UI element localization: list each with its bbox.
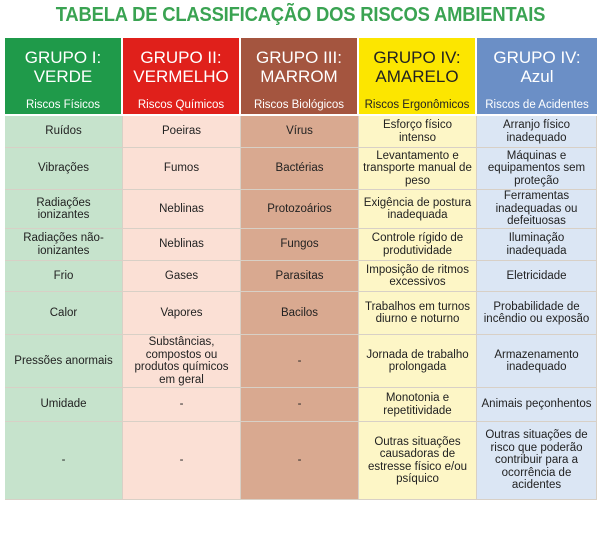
table-cell: Parasitas <box>241 261 359 292</box>
group-subtitle-verde: Riscos Físicos <box>5 96 123 116</box>
table-cell: Trabalhos em turnos diurno e noturno <box>359 292 477 335</box>
table-cell: Pressões anormais <box>5 335 123 388</box>
table-cell: Eletricidade <box>477 261 597 292</box>
table-cell: Iluminação inadequada <box>477 229 597 261</box>
group-subtitle-marrom: Riscos Biológicos <box>241 96 359 116</box>
table-cell: Bacilos <box>241 292 359 335</box>
table-cell: Arranjo físico inadequado <box>477 116 597 148</box>
group-header-line1: GRUPO II: <box>140 48 222 67</box>
group-header-line2: MARROM <box>260 67 338 86</box>
table-cell: - <box>5 422 123 500</box>
table-cell: Vapores <box>123 292 241 335</box>
table-cell: Jornada de trabalho prolongada <box>359 335 477 388</box>
table-cell: Probabilidade de incêndio ou exposão <box>477 292 597 335</box>
group-header-line2: AMARELO <box>375 67 459 86</box>
table-cell: Radiações ionizantes <box>5 190 123 229</box>
table-cell: Máquinas e equipamentos sem proteção <box>477 148 597 190</box>
table-cell: Ruídos <box>5 116 123 148</box>
table-cell: Umidade <box>5 388 123 422</box>
group-header-amarelo <box>359 38 477 96</box>
table-cell: Controle rígido de produtividade <box>359 229 477 261</box>
page-title: TABELA DE CLASSIFICAÇÃO DOS RISCOS AMBIENTAIS <box>55 4 546 26</box>
table-cell: Levantamento e transporte manual de peso <box>359 148 477 190</box>
group-header-line1: GRUPO IV: <box>373 48 461 67</box>
table-cell: Outras situações causadoras de estresse físico e/ou psíquico <box>359 422 477 500</box>
table-cell: Outras situações de risco que poderão contribuir para a ocorrência de acidentes <box>477 422 597 500</box>
table-cell: Monotonia e repetitividade <box>359 388 477 422</box>
table-cell: Poeiras <box>123 116 241 148</box>
table-cell: Armazenamento inadequado <box>477 335 597 388</box>
group-header-line2: VERDE <box>33 67 93 86</box>
table-cell: Frio <box>5 261 123 292</box>
group-subtitle-vermelho: Riscos Químicos <box>123 96 241 116</box>
group-header-line2: Azul <box>520 67 554 86</box>
table-cell: Animais peçonhentos <box>477 388 597 422</box>
table-cell: Calor <box>5 292 123 335</box>
table-cell: - <box>123 388 241 422</box>
table-cell: - <box>241 335 359 388</box>
table-cell: Neblinas <box>123 190 241 229</box>
group-header-verde <box>5 38 123 96</box>
group-header-vermelho <box>123 38 241 96</box>
table-cell: Radiações não-ionizantes <box>5 229 123 261</box>
table-cell: Protozoários <box>241 190 359 229</box>
group-subtitle-amarelo: Riscos Ergonômicos <box>359 96 477 116</box>
table-cell: Ferramentas inadequadas ou defeituosas <box>477 190 597 229</box>
group-header-line1: GRUPO IV: <box>493 48 581 67</box>
group-header-azul <box>477 38 597 96</box>
table-cell: Neblinas <box>123 229 241 261</box>
table-cell: Fumos <box>123 148 241 190</box>
group-subtitle-azul: Riscos de Acidentes <box>477 96 597 116</box>
group-header-line2: VERMELHO <box>133 67 229 86</box>
table-cell: Vírus <box>241 116 359 148</box>
table-cell: Esforço físico intenso <box>359 116 477 148</box>
table-cell: Gases <box>123 261 241 292</box>
group-header-line1: GRUPO III: <box>256 48 342 67</box>
table-cell: Imposição de ritmos excessivos <box>359 261 477 292</box>
group-header-line1: GRUPO I: <box>24 48 102 67</box>
risk-table <box>5 38 597 533</box>
table-cell: - <box>241 422 359 500</box>
table-cell: Fungos <box>241 229 359 261</box>
table-cell: - <box>241 388 359 422</box>
table-cell: - <box>123 422 241 500</box>
table-cell: Substâncias, compostos ou produtos químicos em geral <box>123 335 241 388</box>
table-cell: Vibrações <box>5 148 123 190</box>
table-cell: Bactérias <box>241 148 359 190</box>
group-header-marrom <box>241 38 359 96</box>
table-cell: Exigência de postura inadequada <box>359 190 477 229</box>
